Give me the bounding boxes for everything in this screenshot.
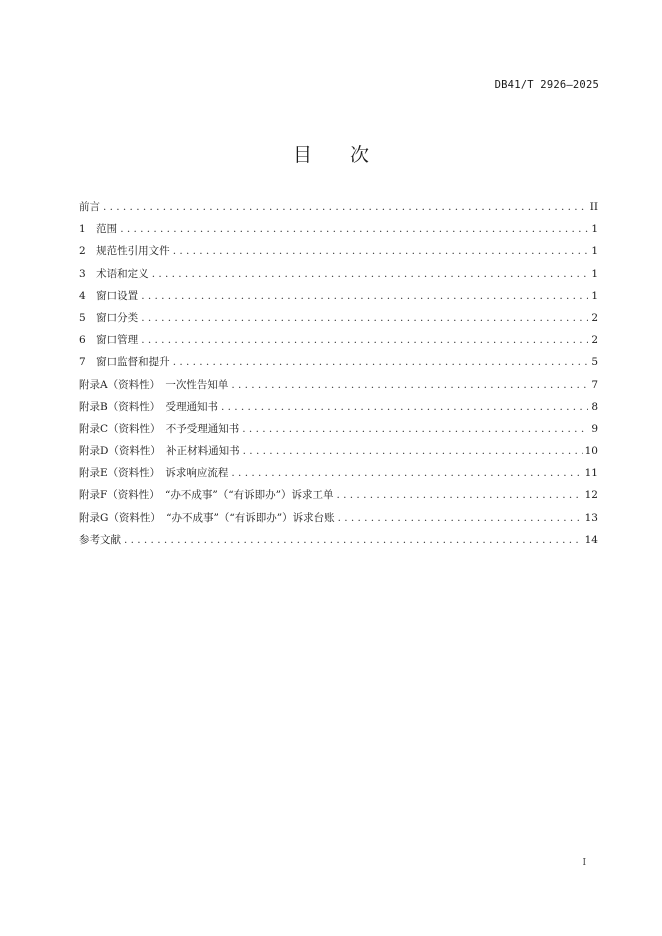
toc-entry-appendix-b[interactable] <box>79 399 598 421</box>
toc-entry-appendix-g[interactable] <box>79 510 598 532</box>
toc-entry-page: 7 <box>591 378 598 391</box>
dot-leader <box>141 334 588 346</box>
toc-entry-normative-references[interactable] <box>79 243 598 265</box>
toc-entry-page: 1 <box>591 245 598 258</box>
toc-entry-label: 附录E（资料性） 诉求响应流程 <box>79 467 229 480</box>
toc-entry-label: 附录G（资料性） “办不成事”（“有诉即办”）诉求台账 <box>79 511 335 524</box>
toc-entry-page: 13 <box>584 511 598 524</box>
dot-leader <box>243 445 583 457</box>
toc-entry-label: 附录A（资料性） 一次性告知单 <box>79 378 229 391</box>
dot-leader <box>124 534 583 546</box>
toc-entry-window-classification[interactable] <box>79 310 598 332</box>
toc-entry-label: 附录D（资料性） 补正材料通知书 <box>79 445 240 458</box>
title-char-1: 目 <box>292 144 312 166</box>
toc-entry-page: 1 <box>591 223 598 236</box>
dot-leader <box>231 379 588 391</box>
toc-entry-label: 6 窗口管理 <box>79 334 139 347</box>
dot-leader <box>152 268 588 280</box>
toc-entry-page: 2 <box>591 311 598 324</box>
dot-leader <box>173 356 588 368</box>
dot-leader <box>120 223 588 235</box>
toc-entry-label: 3 术语和定义 <box>79 267 149 280</box>
toc-entry-appendix-f[interactable] <box>79 487 598 509</box>
toc-entry-foreword[interactable] <box>79 199 598 221</box>
toc-entry-page: 2 <box>591 334 598 347</box>
toc-entry-label: 附录F（资料性） “办不成事”（“有诉即办”）诉求工单 <box>79 489 334 502</box>
toc-entry-label: 4 窗口设置 <box>79 289 139 302</box>
toc-entry-page: II <box>589 201 598 213</box>
toc-entry-page: 1 <box>591 267 598 280</box>
dot-leader <box>103 201 588 213</box>
dot-leader <box>173 245 588 257</box>
toc-entry-page: 5 <box>591 356 598 369</box>
dot-leader <box>141 290 588 302</box>
table-of-contents <box>79 199 598 554</box>
toc-entry-page: 9 <box>591 422 598 435</box>
toc-entry-appendix-c[interactable] <box>79 421 598 443</box>
toc-entry-appendix-e[interactable] <box>79 465 598 487</box>
dot-leader <box>141 312 588 324</box>
toc-entry-label: 前言 <box>79 201 100 213</box>
toc-entry-appendix-a[interactable] <box>79 377 598 399</box>
toc-entry-label: 1 范围 <box>79 223 118 236</box>
toc-entry-appendix-d[interactable] <box>79 443 598 465</box>
toc-entry-page: 11 <box>584 467 598 480</box>
toc-entry-label: 5 窗口分类 <box>79 311 139 324</box>
document-code: DB41/T 2926—2025 <box>494 79 599 91</box>
dot-leader <box>337 489 583 501</box>
toc-entry-label: 7 窗口监督和提升 <box>79 356 170 369</box>
footer-page-number: I <box>582 858 586 868</box>
dot-leader <box>338 512 583 524</box>
dot-leader <box>221 401 588 413</box>
toc-entry-window-setup[interactable] <box>79 288 598 310</box>
toc-entry-label: 附录C（资料性） 不予受理通知书 <box>79 422 240 435</box>
toc-entry-label: 附录B（资料性） 受理通知书 <box>79 400 218 413</box>
toc-entry-scope[interactable] <box>79 221 598 243</box>
toc-entry-page: 10 <box>584 445 598 458</box>
title-char-2: 次 <box>350 144 370 166</box>
toc-entry-window-supervision[interactable] <box>79 354 598 376</box>
toc-entry-label: 参考文献 <box>79 533 121 546</box>
dot-leader <box>242 423 588 435</box>
toc-entry-bibliography[interactable] <box>79 532 598 554</box>
toc-entry-label: 2 规范性引用文件 <box>79 245 170 258</box>
toc-entry-terms[interactable] <box>79 266 598 288</box>
toc-entry-page: 8 <box>591 400 598 413</box>
toc-entry-page: 12 <box>584 489 598 502</box>
dot-leader <box>231 467 582 479</box>
toc-entry-page: 14 <box>584 533 598 546</box>
page-title <box>0 140 662 167</box>
toc-entry-window-management[interactable] <box>79 332 598 354</box>
toc-entry-page: 1 <box>591 289 598 302</box>
